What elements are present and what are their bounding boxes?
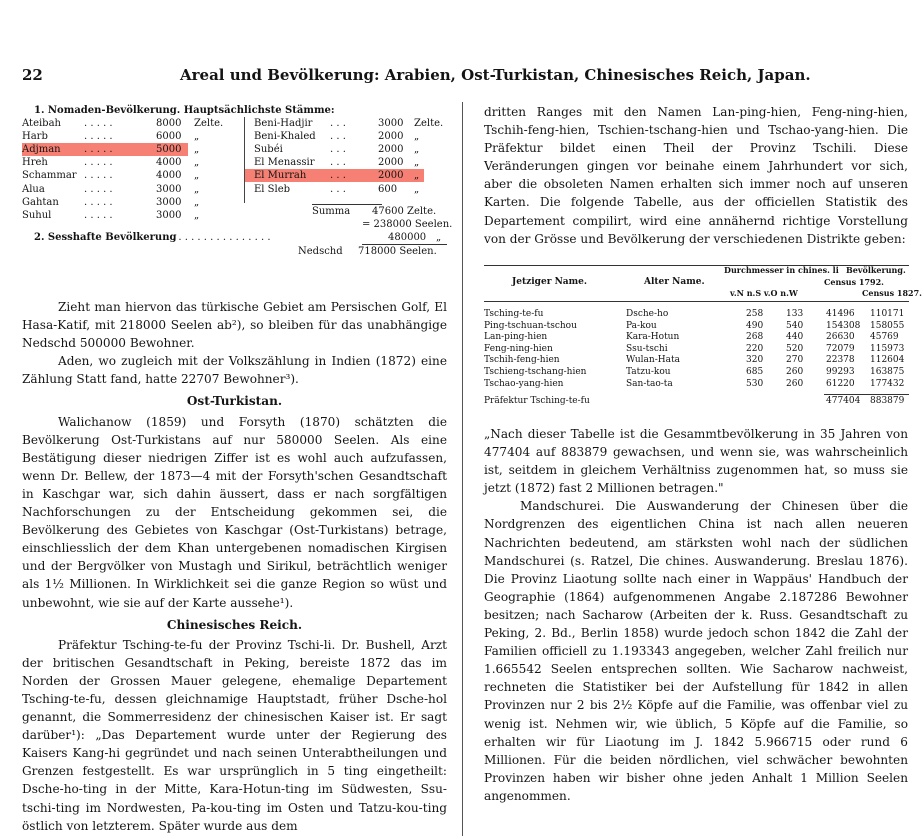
paragraph-aden: Aden, wo zugleich mit der Volkszählung in Indien (1872) eine Zählung Statt fand, hatte 22707 Bewohner³). [22, 354, 447, 387]
tribe-unit: „ [194, 144, 200, 156]
cell-c1827: 163875 [870, 366, 905, 377]
cell-ow: 440 [786, 332, 804, 343]
cell-alt: Pa-kou [626, 320, 657, 331]
tribe-name: Gahtan [22, 196, 59, 208]
table-row [484, 344, 909, 356]
summa-value: 47600 Zelte. [372, 206, 437, 217]
tribe-dots: . . . [330, 183, 346, 195]
summa-equals: = 238000 Seelen. [362, 219, 453, 230]
tribe-value: 3000 [378, 118, 404, 130]
paragraph-mandschurei: Mandschurei. Die Auswanderung der Chinesen über die Nordgrenzen des eigentlichen China ist nach allen neueren Nachrichten bedeutend, am stärksten wohl nach der südlichen Mandschurei (s. Ratzel, Die chines. Auswanderung. Breslau 1876). Die Provinz Liaotung sollte nach einer in Wappäus' Handbuch der Geographie (1864) aufgenommenen Angabe 2.187286 Bewohner besitzen; nach Sacharow (Arbeiten der k. Russ. Gesandtschaft zu Peking, 2. Bd., Berlin 1858) wurde jedoch schon 1842 die Zahl der Familien officiell zu 1.193343 angegeben, welcher Zahl freilich nur 1.665542 Seelen entsprechen sollten. Wie Sacharow nachweist, rechneten die Statistiker bei der Aufstellung für 1842 in allen Provinzen nur 2 bis 2½ Köpfe auf die Familie, was offenbar viel zu wenig ist. Nehmen wir, wie üblich, 5 Köpfe auf die Familie, so erhalten wir für Liaotung im J. 1842 5.966715 oder rund 6 Millionen. Für die beiden nördlichen, viel schwächer bewohnten Provinzen haben wir bisher ohne jeden Anhalt 1 Million Seelen angenommen. [484, 499, 908, 803]
right-column-lower [484, 425, 908, 805]
header-durchmesser: Durchmesser in chines. li [724, 265, 839, 275]
heading-ost-turkistan: Ost-Turkistan. [186, 394, 283, 409]
table-header-row-1 [484, 265, 909, 277]
nedschd-label: Nedschd [298, 246, 343, 257]
tribe-value: 2000 [378, 131, 404, 143]
nomad-row [22, 143, 447, 156]
cell-ow: 540 [786, 320, 804, 331]
paragraph-right-intro: dritten Ranges mit den Namen Lan-ping-hien, Feng-ning-hien, Tschih-feng-hien, Tschien-tschang-hien und Tschao-yang-hien. Die Präfektur bildet einen Theil der Provinz Tschili. Diese Veränderungen gingen vor beinahe einem Jahrhundert vor sich, aber die obsoleten Namen erhalten sich immer noch auf unseren Karten. Die folgende Tabelle, aus der officiellen Statistik des Departement compilirt, wird eine annähernd richtige Vorstellung von der Grösse und Bevölkerung der verschiedenen Distrikte geben: [484, 105, 908, 246]
nedschd-value: 718000 Seelen. [358, 246, 437, 257]
table-row [484, 355, 909, 367]
nomad-row [22, 156, 447, 169]
nomad-row [22, 183, 447, 196]
tribe-dots: . . . . . [84, 196, 113, 208]
table-header-row-3 [484, 288, 922, 300]
cell-c1792: 72079 [826, 343, 855, 354]
tribe-dots: . . . [330, 170, 346, 182]
tribe-dots: . . . . . [84, 144, 113, 156]
tribe-value: 3000 [156, 183, 182, 195]
page-number: 22 [22, 66, 43, 84]
left-column [22, 298, 447, 835]
district-table [484, 265, 922, 406]
tribe-dots: . . . . . [84, 131, 113, 143]
nomad-population-table [22, 104, 453, 257]
cell-jetzt: Lan-ping-hien [484, 332, 548, 343]
cell-ns: 258 [746, 309, 764, 319]
nomad-header: 1. Nomaden-Bevölkerung. Hauptsächlichste Stämme: [34, 105, 335, 116]
tribe-unit: Zelte. [414, 118, 444, 130]
right-column-intro [484, 103, 908, 248]
cell-jetzt: Tsching-te-fu [484, 309, 544, 319]
total-1792: 477404 [826, 396, 861, 406]
header-census-1792: Census 1792. [824, 276, 884, 287]
column-divider [462, 102, 463, 836]
tribe-dots: . . . . . [84, 209, 113, 221]
cell-c1827: 112604 [870, 355, 905, 366]
table-row [484, 379, 909, 391]
cell-ow: 260 [786, 378, 804, 389]
table-total-row [484, 396, 909, 408]
cell-ow: 260 [786, 366, 804, 377]
sedentary-value: 480000 [388, 232, 427, 243]
tribe-value: 3000 [156, 196, 182, 208]
header-jetziger-name: Jetziger Name. [512, 276, 588, 287]
tribe-name: Suhul [22, 209, 52, 221]
tribe-dots: . . . [330, 144, 346, 156]
table-total-rule [824, 394, 909, 395]
paragraph-persian-gulf: Zieht man hiervon das türkische Gebiet am Persischen Golf, El Hasa-Katif, mit 218000 Seelen ab²), so bleiben für das unabhängige Nedschd 500000 Bewohner. [22, 300, 447, 351]
cell-alt: Ssu-tschi [626, 343, 668, 354]
summa-label: Summa [312, 206, 351, 217]
table-row [484, 332, 909, 344]
cell-ns: 220 [746, 343, 764, 354]
table-row [484, 367, 909, 379]
cell-jetzt: Ping-tschuan-tschou [484, 320, 577, 331]
tribe-unit: „ [194, 209, 200, 221]
cell-jetzt: Tschih-feng-hien [484, 355, 560, 366]
tribe-dots: . . . . . [84, 183, 113, 195]
tribe-name: Hreh [22, 157, 48, 169]
header-alter-name: Alter Name. [644, 276, 705, 287]
table-row [484, 321, 909, 333]
tribe-unit: „ [414, 183, 420, 195]
tribe-unit: „ [414, 131, 420, 143]
cell-ow: 270 [786, 355, 804, 366]
cell-c1792: 154308 [826, 320, 861, 331]
cell-jetzt: Feng-ning-hien [484, 343, 553, 354]
tribe-name: Adjman [22, 144, 61, 156]
cell-ns: 268 [746, 332, 764, 343]
total-1827: 883879 [870, 396, 905, 406]
tribe-name: Schammar [22, 170, 77, 182]
sedentary-dots: . . . . . . . . . . . . . . . . [172, 232, 271, 243]
summa-row [22, 205, 447, 218]
tribe-value: 8000 [156, 118, 182, 130]
header-bevoelkerung: Bevölkerung. [846, 265, 906, 275]
tribe-unit: „ [414, 144, 420, 156]
tribe-dots: . . . . . [84, 157, 113, 169]
cell-alt: Dsche-ho [626, 309, 669, 319]
nomad-row [22, 130, 447, 143]
tribe-unit: „ [194, 131, 200, 143]
tribe-value: 4000 [156, 157, 182, 169]
cell-c1827: 115973 [870, 343, 905, 354]
cell-ow: 133 [786, 309, 804, 319]
cell-c1827: 45769 [870, 332, 899, 343]
tribe-unit: Zelte. [194, 118, 224, 130]
table-header-rule [484, 301, 909, 302]
tribe-value: 2000 [378, 170, 404, 182]
tribe-value: 600 [378, 183, 398, 195]
tribe-value: 3000 [156, 209, 182, 221]
cell-ow: 520 [786, 343, 804, 354]
tribe-unit: „ [194, 196, 200, 208]
sedentary-unit: „ [436, 232, 442, 243]
running-head: Areal und Bevölkerung: Arabien, Ost-Turkistan, Chinesisches Reich, Japan. [180, 66, 811, 84]
cell-jetzt: Tschao-yang-hien [484, 378, 564, 389]
cell-c1792: 61220 [826, 378, 855, 389]
tribe-dots: . . . [330, 157, 346, 169]
nedschd-row [22, 245, 447, 258]
nomad-row [22, 169, 447, 182]
tribe-dots: . . . [330, 118, 346, 130]
cell-alt: San-tao-ta [626, 378, 673, 389]
tribe-unit: „ [414, 157, 420, 169]
cell-ns: 685 [746, 366, 764, 377]
tribe-unit: „ [414, 170, 420, 182]
paragraph-tabelle-quote: „Nach dieser Tabelle ist die Gesammtbevölkerung in 35 Jahren von 477404 auf 883879 gewachsen, und wenn sie, was wahrscheinlich ist, seitdem in gleichem Verhältniss zugenommen hat, so muss sie jetzt (1872) fast 2 Millionen betragen." [484, 427, 908, 496]
cell-c1827: 158055 [870, 320, 905, 331]
cell-ns: 490 [746, 320, 764, 331]
nomad-row [22, 117, 447, 130]
cell-jetzt: Tschieng-tschang-hien [484, 366, 587, 377]
cell-ns: 320 [746, 355, 764, 366]
tribe-value: 2000 [378, 144, 404, 156]
tribe-unit: „ [194, 170, 200, 182]
cell-ns: 530 [746, 378, 764, 389]
cell-c1792: 99293 [826, 366, 855, 377]
total-label: Präfektur Tsching-te-fu [484, 396, 590, 406]
summa-equals-row [22, 218, 453, 231]
table-row [484, 309, 909, 321]
paragraph-tsching-te-fu: Präfektur Tsching-te-fu der Provinz Tschi-li. Dr. Bushell, Arzt der britischen Gesandtschaft in Peking, bereiste 1872 das im Norden der Grossen Mauer gelegene, ehemalige Departement Tsching-te-fu, dessen gleichnamige Hauptstadt, früher Dsche-hol genannt, die Sommerresidenz der chinesischen Kaiser ist. Er sagt darüber¹): „Das Departement wurde unter der Regierung des Kaisers Kang-hi gegründet und nach seinen Unterabtheilungen und Grenzen festgestellt. Es war ursprünglich in 5 ting eingetheilt: Dsche-ho-ting in der Mitte, Kara-Hotun-ting im Südwesten, Ssu-tschi-ting im Nordwesten, Pa-kou-ting im Osten und Tatzu-kou-ting östlich von letzterem. Später wurde aus dem [22, 637, 447, 833]
header-durch-sub: v.N n.S v.O n.W [730, 288, 798, 299]
tribe-dots: . . . [330, 131, 346, 143]
sedentary-label: 2. Sesshafte Bevölkerung [34, 232, 177, 243]
tribe-name: Ateibah [22, 118, 61, 130]
tribe-dots: . . . . . [84, 170, 113, 182]
cell-alt: Tatzu-kou [626, 366, 671, 377]
tribe-name: Subéi [254, 144, 283, 156]
tribe-name: Beni-Khaled [254, 131, 316, 143]
tribe-name: El Menassir [254, 157, 315, 169]
cell-c1792: 26630 [826, 332, 855, 343]
tribe-name: Harb [22, 131, 48, 143]
tribe-name: Alua [22, 183, 45, 195]
cell-c1792: 41496 [826, 309, 855, 319]
cell-alt: Kara-Hotun [626, 332, 680, 343]
tribe-unit: „ [194, 183, 200, 195]
sedentary-row [22, 231, 447, 244]
cell-alt: Wulan-Hata [626, 355, 680, 366]
heading-chinesisches-reich: Chinesisches Reich. [166, 617, 303, 632]
tribe-name: El Murrah [254, 170, 307, 182]
table-header-row-2 [484, 277, 909, 289]
tribe-value: 4000 [156, 170, 182, 182]
paragraph-ost-turkistan: Walichanow (1859) und Forsyth (1870) schätzten die Bevölkerung Ost-Turkistans auf nur 580000 Seelen. Als eine Bestätigung dieser niedrigen Ziffer ist es wohl auch aufzufassen, wenn Dr. Bellew, der 1873—4 mit der Forsyth'schen Gesandtschaft in Kaschgar war, sich dahin äussert, dass er nach sorgfältigen Nachforschungen zu der Entscheidung gekommen sei, die Bevölkerung des Gebietes von Kaschgar (Ost-Turkistans) betrage, einschliesslich der dem Khan untergebenen nomadischen Kirgisen und der Bergvölker von Mustagh und Sirikul, beträchtlich weniger als 1½ Millionen. In Wirklichkeit sei die ganze Region so wüst und unbewohnt, wie sie auf der Karte aussehe¹). [22, 414, 447, 610]
cell-c1792: 22378 [826, 355, 855, 366]
tribe-value: 5000 [156, 144, 182, 156]
tribe-dots: . . . . . [84, 118, 113, 130]
cell-c1827: 110171 [870, 309, 905, 319]
cell-c1827: 177432 [870, 378, 905, 389]
tribe-name: Beni-Hadjir [254, 118, 313, 130]
tribe-unit: „ [194, 157, 200, 169]
tribe-value: 2000 [378, 157, 404, 169]
tribe-value: 6000 [156, 131, 182, 143]
header-census-1827: Census 1827. [862, 288, 922, 299]
tribe-name: El Sleb [254, 183, 291, 195]
